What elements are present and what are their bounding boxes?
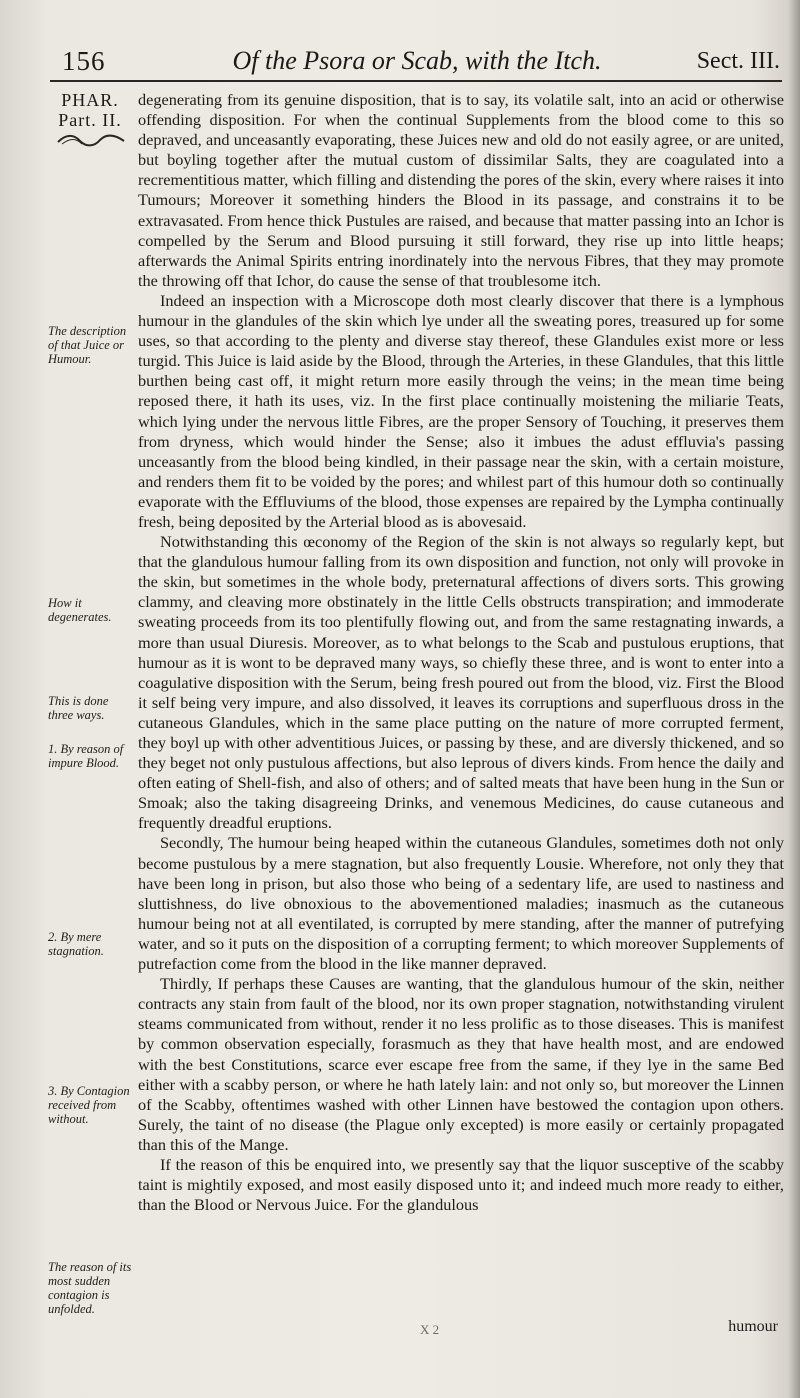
margin-note-degenerates: How it degenerates. <box>48 596 112 624</box>
catchword: humour <box>728 1318 778 1335</box>
margin-note-three-ways: This is done three ways. <box>48 694 109 722</box>
paragraph-contagion: Thirdly, If perhaps these Causes are wanting, that the glandulous humour of the skin, neither contracts any stain from fault of the blood, nor its own proper stagnation, notwithstanding virulent steams communicated from without, render it no less prolific as to those diseases. This is manifest by common observation especially, forasmuch as they that have health most, and are endowed with the best Constitutions, scarce ever escape free from the same, if they lye in the same Bed either with a scabby person, or where he hath lately lain: and not only so, but moreover the Linnen of the Scabby, oftentimes washed with other Linnen have bestowed the contagion upon others. Surely, the taint of no disease (the Plague only excepted) is more easily or certainly propagated than this of the Mange. <box>138 974 784 1154</box>
division-line-2: Part. II. <box>58 110 122 130</box>
division-label <box>50 90 136 148</box>
margin-note-contagion: 3. By Contagion received from without. <box>48 1084 130 1126</box>
margin-note-stagnation: 2. By mere stagnation. <box>48 930 104 958</box>
paragraph-degeneration: Notwithstanding this œconomy of the Region of the skin is not always so regularly kept, but that the glandulous humour falling from its own disposition and function, not only will provoke in the skin, but sometimes in the whole body, preternatural affections of divers sorts. This growing clammy, and cleaving more obstinately in the little Cells obstructs transpiration; and immoderate sweating proceeds from its too plentifully flowing out, and from the same restagnating inwards, a more than usual Diuresis. Moreover, as to what belongs to the Scab and pustulous eruptions, that humour as it is wont to be depraved many ways, so chiefly these three, and is wont to enter into a coagulative disposition with the Serum, being fresh poured out from the blood, viz. First the Blood it self being very impure, and also dissolved, it leaves its corruptions and superfluous dross in the cutaneous Glandules, which in the same place putting on the nature of more corrupted ferment, they boyl up with other adventitious Juices, or passing by these, and are diversly thickened, and so they beget not only pustulous affections, but also leprous of divers kinds. From hence the daily and often eating of Shell-fish, and also of others; and of salted meats that have been hung in the Sun or Smoak; also the taking disagreeing Drinks, and venemous Medicines, do cause cutaneous and frequently dreadful eruptions. <box>138 532 784 833</box>
paragraph-description: Indeed an inspection with a Microscope doth most clearly discover that there is a lymphous humour in the glandules of the skin which lye under all the sweating pores, treasured up for some uses, so that according to the plenty and diverse stay thereof, these Glandules exist more or less turgid. This Juice is laid aside by the Blood, through the Arteries, in these Glandules, that this little burthen being cast off, it might return more easily through the veins; in the mean time being reposed there, it hath its uses, viz. In the first place continually moistening the miliarie Teats, which lying under the nervous little Fibres, are the proper Sensory of Touching, it preserves them from dryness, which would hinder the Sense; also it imbues the adust effluvia's passing unceasantly from the blood being kindled, in their passage near the skin, with a certain moisture, and renders them fit to be voided by the pores; and whilest part of this humour doth so continually evaporate with the Effluviums of the blood, those expenses are repaired by the Lympha continually fresh, being deposited by the Arterial blood as is abovesaid. <box>138 290 784 531</box>
running-title: Of the Psora or Scab, with the Itch. <box>232 46 602 75</box>
flourish-ornament-icon <box>56 132 126 148</box>
page-header <box>50 44 784 84</box>
paragraph-continuation: degenerating from its genuine disposition, that is to say, its volatile salt, into an acid or otherwise offending disposition. For when the continual Supplements from the blood come to this so depraved, and unceasantly evaporating, these Juices new and old do not easily agree, or are united, but boyling together after the mutual custom of dissimilar Salts, they are coagulated into a recrementitious matter, which filling and distending the pores of the skin, every where raises it into Tumours; Moreover it something hinders the Blood in its passage, and constrains it to be extravasated. From hence thick Pustules are raised, and because that matter passing into an Ichor is compelled by the Serum and Blood pursuing it still forward, they rise up into little heaps; afterwards the Animal Spirits entring inordinately into the nervous Fibres, that they may promote the throwing off that Ichor, do cause the sense of that troublesome itch. <box>138 90 784 290</box>
paragraph-reason: If the reason of this be enquired into, we presently say that the liquor susceptive of the scabby taint is mightily exposed, and most easily disposed unto it; and indeed much more ready to either, than the Blood or Nervous Juice. For the glandulous <box>138 1154 784 1215</box>
division-line-1: PHAR. <box>61 90 119 110</box>
margin-note-impure-blood: 1. By reason of impure Blood. <box>48 742 124 770</box>
margin-note-reason-contagion: The reason of its most sudden contagion is unfolded. <box>48 1260 132 1316</box>
section-mark: Sect. III. <box>696 48 780 74</box>
page-number: 156 <box>62 46 106 76</box>
header-rule <box>50 80 782 82</box>
page-edge-shadow <box>788 0 800 1398</box>
margin-note-description: The description of that Juice or Humour. <box>48 324 127 366</box>
main-text <box>138 90 784 1215</box>
signature-mark: X 2 <box>420 1322 440 1337</box>
paragraph-stagnation: Secondly, The humour being heaped within the cutaneous Glandules, sometimes doth not only become pustulous by a mere stagnation, but also frequently Lousie. Wherefore, not only they that have been long in prison, but also those who being of a sedentary life, are used to nastiness and sluttishness, do live obnoxious to the abovementioned maladies; inasmuch as the cutaneous humour being not at all eventilated, is corrupted by mere standing, after the manner of putrefying water, and so it puts on the disposition of a corrupting ferment; to which moreover Supplements of putrefaction come from the blood in the like manner depraved. <box>138 833 784 974</box>
